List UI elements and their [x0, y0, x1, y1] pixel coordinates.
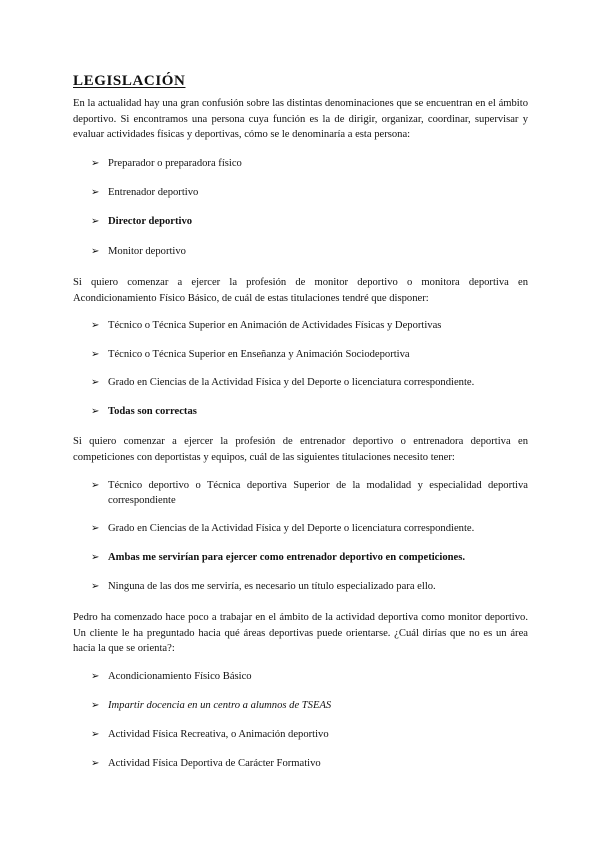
option-text: Actividad Física Recreativa, o Animación deportivo: [108, 729, 329, 740]
arrow-bullet-icon: ➢: [91, 349, 100, 360]
list-item: [91, 348, 528, 363]
arrow-bullet-icon: ➢: [91, 700, 100, 711]
arrow-bullet-icon: ➢: [91, 216, 100, 227]
list-item: [91, 728, 528, 743]
list-item: [91, 186, 528, 201]
list-item: [91, 405, 528, 420]
arrow-bullet-icon: ➢: [91, 406, 100, 417]
option-text: Preparador o preparadora físico: [108, 158, 242, 169]
arrow-bullet-icon: ➢: [91, 729, 100, 740]
list-item: [91, 157, 528, 172]
list-item: [91, 670, 528, 685]
list-item: [91, 551, 528, 566]
page-title: LEGISLACIÓN: [73, 73, 186, 89]
option-text: Actividad Física Deportiva de Carácter Formativo: [108, 758, 321, 769]
arrow-bullet-icon: ➢: [91, 187, 100, 198]
question-2-text: Si quiero comenzar a ejercer la profesión de monitor deportivo o monitora deportiva en Acondicionamiento Físico Básico, de cuál de estas titulaciones tendré que disponer:: [73, 277, 528, 304]
arrow-bullet-icon: ➢: [91, 320, 100, 331]
option-text-correct: Todas son correctas: [108, 406, 197, 417]
arrow-bullet-icon: ➢: [91, 480, 100, 491]
option-text: Grado en Ciencias de la Actividad Física y del Deporte o licenciatura correspondiente.: [108, 523, 475, 534]
question-4-text: Pedro ha comenzado hace poco a trabajar en el ámbito de la actividad deportiva como monitor deportivo. Un cliente le ha preguntado hacia qué áreas deportivas puede orientarse. ¿Cuál dirías que no es un área hacia la que se orienta?:: [73, 612, 528, 654]
question-3-text: Si quiero comenzar a ejercer la profesión de entrenador deportivo o entrenadora deportiva en competiciones con deportistas y equipos, cuál de las siguientes titulaciones necesito tener:: [73, 436, 528, 463]
option-text-correct: Director deportivo: [108, 216, 193, 227]
option-text: Grado en Ciencias de la Actividad Física y del Deporte o licenciatura correspondiente.: [108, 377, 475, 388]
arrow-bullet-icon: ➢: [91, 758, 100, 769]
option-text: Monitor deportivo: [108, 246, 186, 257]
list-item: [91, 522, 528, 537]
option-text: Acondicionamiento Físico Básico: [108, 671, 252, 682]
option-text: Ninguna de las dos me serviría, es necesario un título especializado para ello.: [108, 581, 436, 592]
arrow-bullet-icon: ➢: [91, 523, 100, 534]
list-item: [91, 699, 528, 714]
question-1-text: En la actualidad hay una gran confusión sobre las distintas denominaciones que se encuentran en el ámbito deportivo. Si encontramos una persona cuya función es la de dirigir, organizar, coordinar, supervisar y evaluar actividades físicas y deportivas, cómo se le denominaría a esta persona:: [73, 98, 528, 140]
option-text-correct: Ambas me servirían para ejercer como entrenador deportivo en competiciones.: [108, 552, 465, 563]
option-text: Técnico o Técnica Superior en Animación de Actividades Físicas y Deportivas: [108, 320, 442, 331]
arrow-bullet-icon: ➢: [91, 671, 100, 682]
list-item: [91, 757, 528, 772]
option-text: Entrenador deportivo: [108, 187, 199, 198]
option-text-correct: Impartir docencia en un centro a alumnos de TSEAS: [108, 700, 332, 711]
arrow-bullet-icon: ➢: [91, 552, 100, 563]
arrow-bullet-icon: ➢: [91, 581, 100, 592]
list-item: [91, 319, 528, 334]
arrow-bullet-icon: ➢: [91, 377, 100, 388]
list-item: [91, 376, 528, 391]
option-text: Técnico deportivo o Técnica deportiva Superior de la modalidad y especialidad deportiva correspondiente: [108, 480, 528, 506]
list-item: [91, 245, 528, 260]
arrow-bullet-icon: ➢: [91, 158, 100, 169]
list-item: [91, 580, 528, 595]
list-item: [91, 479, 528, 508]
arrow-bullet-icon: ➢: [91, 246, 100, 257]
list-item: [91, 215, 528, 230]
option-text: Técnico o Técnica Superior en Enseñanza y Animación Sociodeportiva: [108, 349, 410, 360]
